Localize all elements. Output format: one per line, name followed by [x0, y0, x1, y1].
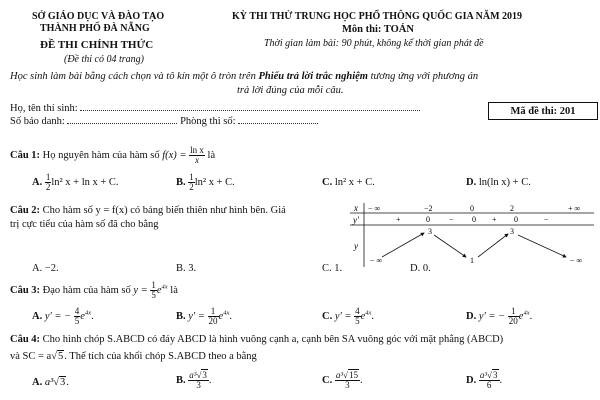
vt-sign-3: 0: [472, 215, 476, 224]
q3-b-num: 1: [208, 307, 219, 317]
q3-c-pre: y' =: [334, 310, 352, 322]
exam-title: KỲ THI THỬ TRUNG HỌC PHỔ THÔNG QUỐC GIA NĂM 2019: [232, 11, 523, 22]
header-pages: (Đề thi có 04 trang): [64, 54, 144, 65]
vt-y-4: − ∞: [570, 256, 583, 265]
q3-frac-den: 5: [151, 290, 156, 300]
q3-d-pow: 4x: [523, 309, 530, 317]
subject: Môn thi: TOÁN: [342, 24, 414, 35]
q3-b-den: 20: [208, 316, 218, 326]
vt-arrow-4: [518, 235, 566, 257]
instruction-text-2: tương ứng với phương án: [367, 71, 479, 82]
q4-c-num: a³√15: [335, 370, 358, 380]
q3-c-num: 4: [355, 306, 360, 316]
vt-sign-5: 0: [514, 215, 518, 224]
q1-b-label: B.: [176, 176, 186, 188]
q1-a-half-num: 1: [45, 172, 51, 182]
q3-a-pre: y' = −: [44, 310, 72, 322]
q4-b-den: 3: [196, 380, 201, 390]
q1-stem: [10, 146, 215, 165]
q4-d-num: a³√3: [479, 370, 498, 380]
vt-x-2: 0: [470, 204, 474, 213]
q1-c-text: ln² x + C.: [334, 177, 375, 188]
vt-yp-label: y': [353, 215, 359, 225]
vt-arrow-3: [478, 234, 508, 257]
q1-b-half-num: 1: [189, 172, 194, 182]
vt-sign-1: 0: [426, 215, 430, 224]
q4-a-root: 3: [60, 377, 66, 388]
vt-y-2: 1: [470, 256, 474, 265]
vt-arrow-1: [382, 233, 424, 257]
q2-option-a[interactable]: A. −2.: [32, 263, 59, 274]
q4-b-root: 3: [202, 370, 207, 380]
q3-a-label: A.: [32, 310, 43, 322]
vt-sign-6: −: [544, 215, 549, 224]
instruction-text: Học sinh làm bài bằng cách chọn và tô kín một ô tròn trên: [10, 71, 259, 82]
q1-a-text: ln² x + ln x + C.: [51, 176, 119, 188]
q3-d-pre: y' = −: [478, 310, 506, 322]
q1-label: Câu 1:: [10, 149, 41, 161]
q3-a-e: e: [80, 310, 85, 322]
q3-frac-num: 1: [151, 280, 156, 290]
q2-option-d[interactable]: D. 0.: [410, 263, 431, 274]
id-field[interactable]: [10, 116, 318, 127]
vt-y-1: 3: [428, 227, 432, 236]
q4-line2b: . Thể tích của khối chóp S.ABCD theo a bằng: [64, 351, 257, 362]
q1-d-text: ln(ln x) + C.: [478, 177, 531, 188]
q3-exp-base: e: [156, 284, 162, 296]
vt-x-3: 2: [510, 204, 514, 213]
q3-a-num: 4: [74, 306, 80, 316]
q3-option-c[interactable]: C. y' = $\frac{4}{5}$ $e^{4x}$.: [322, 306, 375, 326]
q3-a-den: 5: [74, 316, 80, 326]
q2-stem-line2: trị cực tiểu của hàm số đã cho bằng: [10, 219, 159, 230]
q3-b-label: B.: [176, 310, 186, 322]
room-label: Phòng thi số:: [180, 116, 236, 127]
q3-c-e: e: [360, 310, 366, 322]
q3-b-pre: y' =: [188, 310, 205, 322]
q1-b-half-den: 2: [189, 182, 194, 192]
q3-stem: [10, 281, 178, 300]
q1-option-c[interactable]: [322, 177, 375, 188]
q4-b-num: a³√3: [189, 370, 207, 380]
q2-stem-line1: [10, 205, 286, 216]
vt-x-1: −2: [424, 204, 433, 213]
q3-y-eq: y =: [133, 284, 148, 296]
vt-x-label: x: [354, 203, 358, 213]
q4-b-label: B.: [176, 374, 186, 386]
q2-label: Câu 2:: [10, 205, 41, 216]
q3-tail: là: [170, 284, 178, 296]
q4-b-frac: [188, 371, 209, 390]
vt-sign-4: +: [492, 215, 497, 224]
q1-d-label: D.: [466, 177, 477, 188]
q3-option-b[interactable]: B. y' = $\frac{1}{20}$ $e^{4x}$.: [176, 306, 232, 326]
q1-option-b[interactable]: [176, 173, 235, 192]
q3-d-num: 1: [508, 307, 519, 317]
q3-a-pow: 4x: [84, 309, 92, 317]
q3-b-frac: [208, 307, 219, 326]
q4-d-frac: [479, 371, 500, 390]
q4-a-label: A.: [32, 377, 43, 388]
q1-option-d[interactable]: [466, 177, 531, 188]
q3-d-label: D.: [466, 310, 477, 322]
q3-c-label: C.: [322, 310, 333, 322]
q4-option-c[interactable]: C. $\frac{\text{a³√15}}{3}$ .: [322, 370, 363, 390]
q4-c-label: C.: [322, 374, 333, 386]
instruction-line1: [10, 71, 478, 82]
q4-line2-root: 5: [57, 351, 64, 362]
q3-d-frac: [508, 307, 519, 326]
q4-line1: Cho hình chóp S.ABCD có đáy ABCD là hình vuông cạnh a, cạnh bên SA vuông góc với mặt phẳng (ABCD): [42, 334, 504, 345]
q4-d-label: D.: [466, 374, 477, 386]
q4-option-a[interactable]: A. a³√3.: [32, 377, 69, 388]
q4-stem-line1: [10, 334, 503, 345]
q1-fraction: [189, 146, 205, 165]
header-official: ĐỀ THI CHÍNH THỨC: [40, 39, 154, 51]
q3-option-a[interactable]: A. y' = − $\frac{4}{5}$ $e^{4x}$.: [32, 306, 94, 326]
vt-y-3: 3: [510, 227, 514, 236]
vt-sign-2: −: [449, 215, 454, 224]
q1-b-text: ln² x + C.: [194, 176, 235, 188]
q3-exp-power: 4x: [161, 283, 168, 291]
exam-code-label: Mã đề thi:: [510, 105, 558, 117]
header-city: THÀNH PHỐ ĐÀ NẴNG: [40, 23, 150, 34]
instruction-line2: trả lời đúng của mỗi câu.: [237, 85, 344, 96]
q3-d-den: 20: [508, 316, 518, 326]
q2-option-c[interactable]: C. 1.: [322, 263, 343, 274]
q4-c-frac: [335, 371, 360, 390]
id-label: Số báo danh:: [10, 116, 65, 127]
vt-x-4: + ∞: [568, 204, 581, 213]
vt-y-label: y: [354, 241, 358, 251]
q2-line1: Cho hàm số y = f(x) có bảng biến thiên như hình bên. Giá: [42, 205, 286, 216]
name-label: Họ, tên thí sinh:: [10, 103, 78, 114]
q3-text: Đạo hàm của hàm số: [42, 284, 131, 296]
variation-table: [348, 201, 596, 269]
q3-b-e: e: [218, 310, 224, 322]
exam-time: Thời gian làm bài: 90 phút, không kể thời gian phát đề: [264, 38, 484, 49]
instruction-bold: Phiếu trả lời trắc nghiệm: [258, 71, 368, 82]
q4-label: Câu 4:: [10, 334, 41, 345]
q4-c-den: 3: [345, 380, 350, 390]
name-dots: [80, 110, 420, 111]
q1-frac-den: x: [195, 155, 200, 165]
q1-fx: f(x) =: [162, 149, 187, 161]
q4-b-num-pre: a³: [189, 370, 197, 380]
q1-text: Họ nguyên hàm của hàm số: [42, 149, 160, 161]
q1-a-half-den: 2: [45, 182, 51, 192]
q4-a-text: a³: [44, 377, 54, 388]
q3-c-den: 5: [355, 316, 360, 326]
q2-option-b[interactable]: B. 3.: [176, 263, 197, 274]
id-dots: [67, 123, 177, 124]
q1-frac-num: ln x: [190, 145, 204, 155]
q1-a-label: A.: [32, 176, 43, 188]
q3-option-d[interactable]: D. y' = − $\frac{1}{20}$ $e^{4x}$.: [466, 306, 533, 326]
q4-option-d[interactable]: D. $\frac{\text{a³√3}}{6}$ .: [466, 370, 503, 390]
exam-code-value: 201: [559, 105, 576, 117]
vt-x-0: − ∞: [368, 204, 381, 213]
vt-sign-0: +: [396, 215, 401, 224]
q4-option-b[interactable]: B. $\frac{\text{a³√3}}{3}$ .: [176, 370, 212, 390]
q4-d-root: 3: [493, 370, 498, 380]
q3-label: Câu 3:: [10, 284, 41, 296]
q1-c-label: C.: [322, 177, 333, 188]
vt-arrow-2: [434, 235, 466, 257]
q4-stem-line2: và SC = a√5. Thể tích của khối chóp S.ABCD theo a bằng: [10, 351, 257, 362]
q1-option-a[interactable]: [32, 173, 119, 192]
exam-code-box: [488, 102, 598, 120]
q4-line2a: và SC = a: [10, 351, 52, 362]
q4-c-root: 15: [349, 370, 358, 380]
q4-d-den: 6: [486, 380, 492, 390]
q1-tail: là: [207, 149, 216, 161]
q3-c-pow: 4x: [365, 309, 372, 317]
q3-d-e: e: [518, 310, 524, 322]
q4-d-num-pre: a³: [479, 370, 488, 380]
vt-y-0: − ∞: [370, 256, 383, 265]
header-dept: SỞ GIÁO DỤC VÀ ĐÀO TẠO: [32, 11, 165, 22]
q3-b-pow: 4x: [223, 309, 230, 317]
q4-c-num-pre: a³: [335, 370, 344, 380]
name-field[interactable]: [10, 103, 420, 114]
room-dots: [238, 123, 318, 124]
